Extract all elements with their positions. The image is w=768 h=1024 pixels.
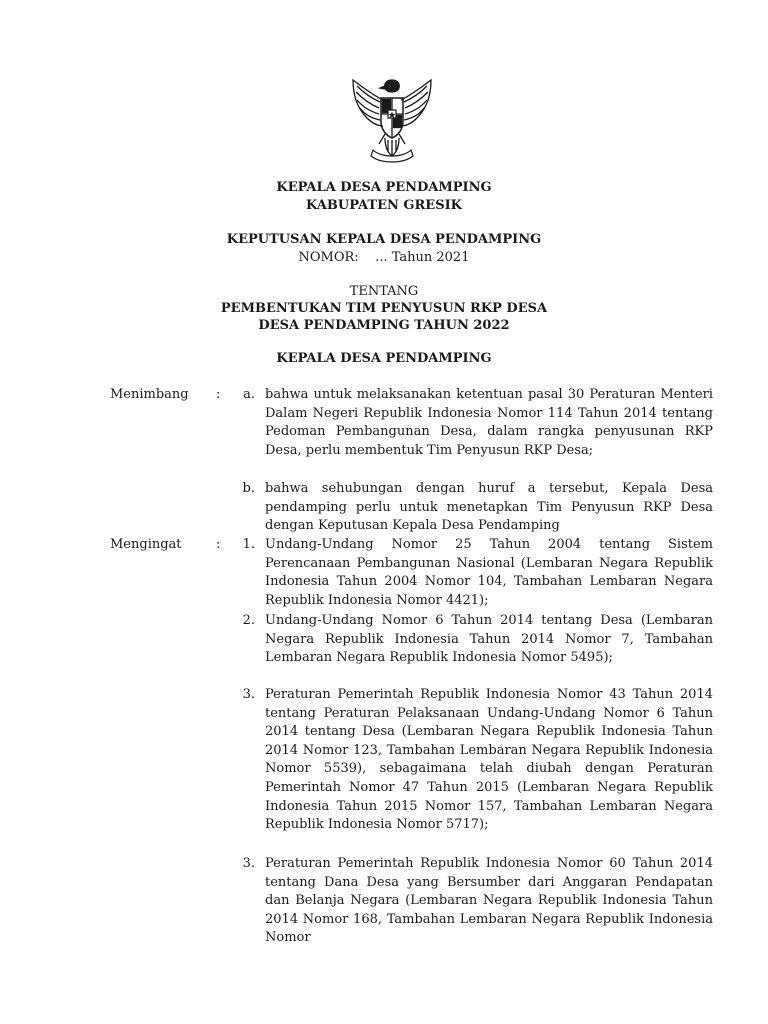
number-value: ... Tahun 2021: [375, 250, 470, 265]
mengingat-item-text: Undang-Undang Nomor 25 Tahun 2004 tentang Sistem Perencanaan Pembangunan Nasional (Lembaran Negara Republik Indonesia Tahun 2004 Nomor 104, Tambahan Lembaran Negara Republik Indonesia Nomor 4421);: [265, 537, 713, 608]
mengingat-item-text: Peraturan Pemerintah Republik Indonesia Nomor 60 Tahun 2014 tentang Dana Desa yang Bersumber dari Anggaran Pendapatan dan Belanja Negara (Lembaran Negara Republik Indonesia Tahun 2014 Nomor 168, Tambahan Lembaran Negara Republik Indonesia Nomor: [265, 856, 713, 946]
menimbang-item-number: a.: [243, 387, 255, 402]
mengingat-item-text: Undang-Undang Nomor 6 Tahun 2014 tentang Desa (Lembaran Negara Republik Indonesia Tahun 2014 Nomor 7, Tambahan Lembaran Negara Republik Indonesia Nomor 5495);: [265, 613, 713, 666]
mengingat-colon: :: [216, 537, 221, 552]
mengingat-item-text: Peraturan Pemerintah Republik Indonesia Nomor 43 Tahun 2014 tentang Peraturan Pelaksanaan Undang-Undang Nomor 6 Tahun 2014 tentang Desa (Lembaran Negara Republik Indonesia Tahun 2014 Nomor 123, Tambahan Lembaran Negara Republik Indonesia Nomor 5539), sebagaimana telah diubah dengan Peraturan Pemerintah Nomor 47 Tahun 2015 (Lembaran Negara Republik Indonesia Tahun 2015 Nomor 157, Tambahan Lembaran Negara Republik Indonesia Nomor 5717);: [265, 687, 713, 833]
about-label: TENTANG: [349, 284, 419, 299]
menimbang-item-text: bahwa untuk melaksanakan ketentuan pasal 30 Peraturan Menteri Dalam Negeri Republik Indonesia Nomor 114 Tahun 2014 tentang Pedoman Pembangunan Desa, dalam rangka penyusunan RKP Desa, perlu membentuk Tim Penyusun RKP Desa;: [265, 387, 713, 458]
issuer-line-2: KABUPATEN GRESIK: [306, 198, 462, 213]
number-label: NOMOR:: [298, 250, 359, 265]
issuer-line-1: KEPALA DESA PENDAMPING: [276, 180, 492, 195]
garuda-pancasila-emblem-icon: [347, 74, 437, 166]
mengingat-item-number: 1.: [242, 537, 255, 552]
mengingat-item-number: 2.: [242, 613, 255, 628]
decree-number: [0, 249, 768, 267]
mengingat-label: Mengingat: [110, 537, 182, 552]
decree-title: KEPUTUSAN KEPALA DESA PENDAMPING: [226, 232, 542, 247]
authority-heading: KEPALA DESA PENDAMPING: [276, 351, 492, 366]
mengingat-item-number: 3.: [242, 856, 255, 871]
subject-line-2: DESA PENDAMPING TAHUN 2022: [258, 318, 510, 333]
menimbang-item-number: b.: [242, 481, 255, 496]
subject-line-1: PEMBENTUKAN TIM PENYUSUN RKP DESA: [220, 301, 548, 316]
menimbang-item-text: bahwa sehubungan dengan huruf a tersebut, Kepala Desa pendamping perlu untuk menetapkan Tim Penyusun RKP Desa dengan Keputusan Kepala Desa Pendamping: [265, 481, 713, 534]
mengingat-item-number: 3.: [242, 687, 255, 702]
menimbang-label: Menimbang: [110, 387, 189, 402]
menimbang-colon: :: [216, 387, 221, 402]
